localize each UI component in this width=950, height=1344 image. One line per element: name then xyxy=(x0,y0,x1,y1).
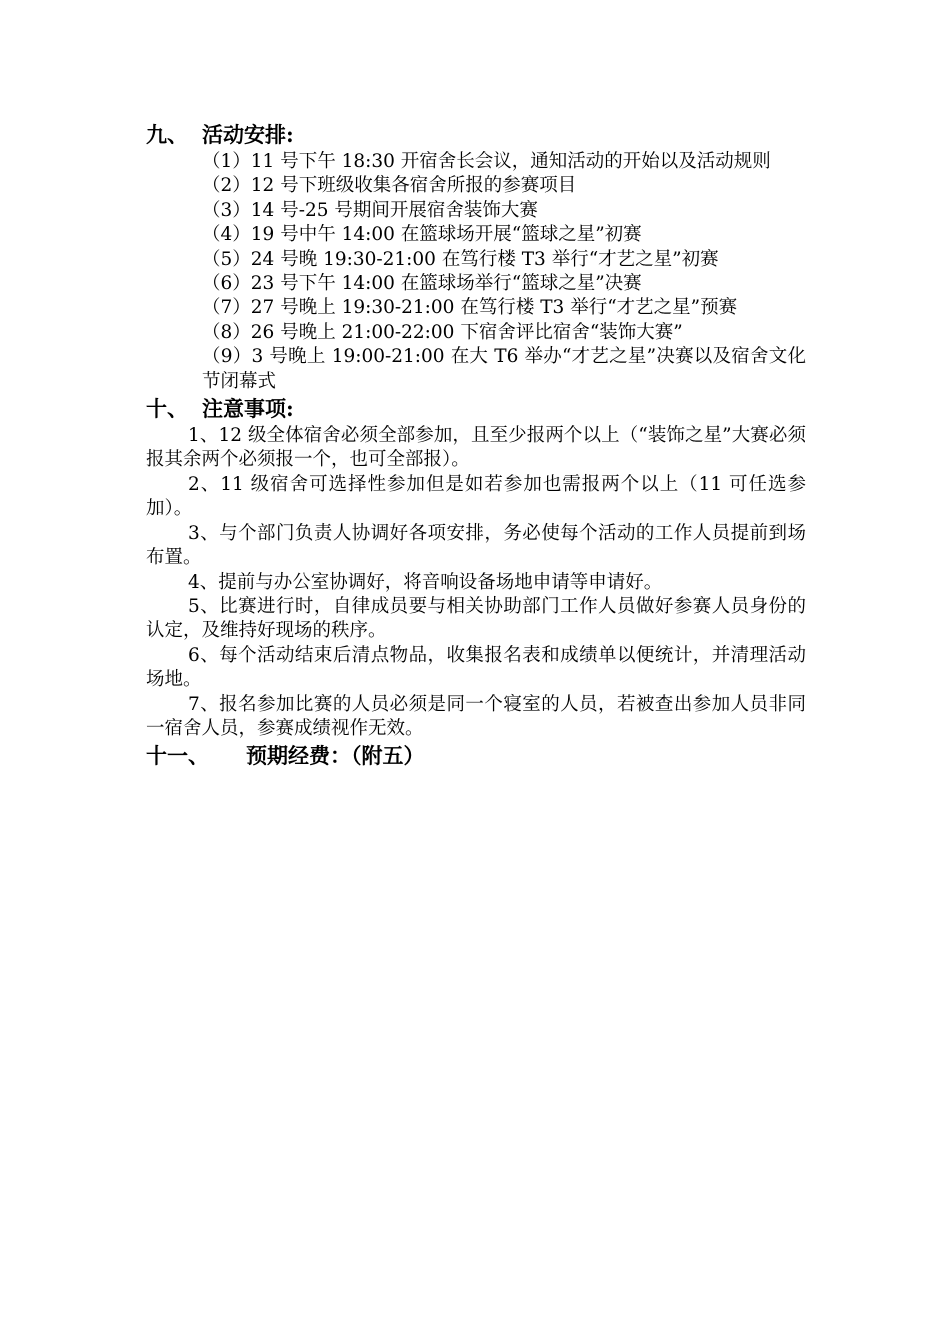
note-paragraph: 3、与个部门负责人协调好各项安排，务必使每个活动的工作人员提前到场布置。 xyxy=(146,522,806,569)
schedule-item: （3）14 号-25 号期间开展宿舍装饰大赛 xyxy=(202,199,538,221)
note-paragraph: 6、每个活动结束后清点物品，收集报名表和成绩单以便统计，并清理活动场地。 xyxy=(146,644,806,691)
section-9-title: 活动安排: xyxy=(202,122,294,147)
schedule-item: （5）24 号晚 19:30-21:00 在笃行楼 T3 举行“才艺之星”初赛 xyxy=(202,248,719,270)
note-paragraph: 7、报名参加比赛的人员必须是同一个寝室的人员，若被查出参加人员非同一宿舍人员，参赛成绩视作无效。 xyxy=(146,693,806,739)
section-11-heading xyxy=(146,741,806,771)
section-9-heading xyxy=(146,120,806,150)
schedule-item: （4）19 号中午 14:00 在篮球场开展“篮球之星”初赛 xyxy=(202,224,642,246)
schedule-item: （2）12 号下班级收集各宿舍所报的参赛项目 xyxy=(202,175,577,197)
section-10-number: 十、 xyxy=(146,396,188,422)
section-10-heading xyxy=(146,394,806,424)
note-paragraph: 2、11 级宿舍可选择性参加但是如若参加也需报两个以上（11 可任选参加）。 xyxy=(146,473,806,520)
schedule-list xyxy=(146,150,806,394)
section-11-title: 预期经费：（附五） xyxy=(246,743,425,769)
schedule-item: （7）27 号晚上 19:30-21:00 在笃行楼 T3 举行“才艺之星”预赛 xyxy=(202,297,738,319)
notes-list xyxy=(146,424,806,741)
note-paragraph: 5、比赛进行时，自律成员要与相关协助部门工作人员做好参赛人员身份的认定，及维持好现场的秩序。 xyxy=(146,595,806,642)
schedule-item: （8）26 号晚上 21:00-22:00 下宿舍评比宿舍“装饰大赛” xyxy=(202,321,683,343)
section-9-number: 九、 xyxy=(146,122,188,147)
note-paragraph: 4、提前与办公室协调好，将音响设备场地申请等申请好。 xyxy=(188,571,663,593)
document-content xyxy=(146,120,806,771)
section-11-number: 十一、 xyxy=(146,743,209,769)
section-10-title: 注意事项: xyxy=(202,396,294,422)
schedule-item: （1）11 号下午 18:30 开宿舍长会议，通知活动的开始以及活动规则 xyxy=(202,151,771,172)
schedule-item: （9）3 号晚上 19:00-21:00 在大 T6 举办“才艺之星”决赛以及宿舍文化节闭幕式 xyxy=(202,346,806,392)
schedule-item: （6）23 号下午 14:00 在篮球场举行“篮球之星”决赛 xyxy=(202,273,642,295)
note-paragraph: 1、12 级全体宿舍必须全部参加，且至少报两个以上（“装饰之星”大赛必须报其余两个必须报一个，也可全部报）。 xyxy=(146,425,806,471)
